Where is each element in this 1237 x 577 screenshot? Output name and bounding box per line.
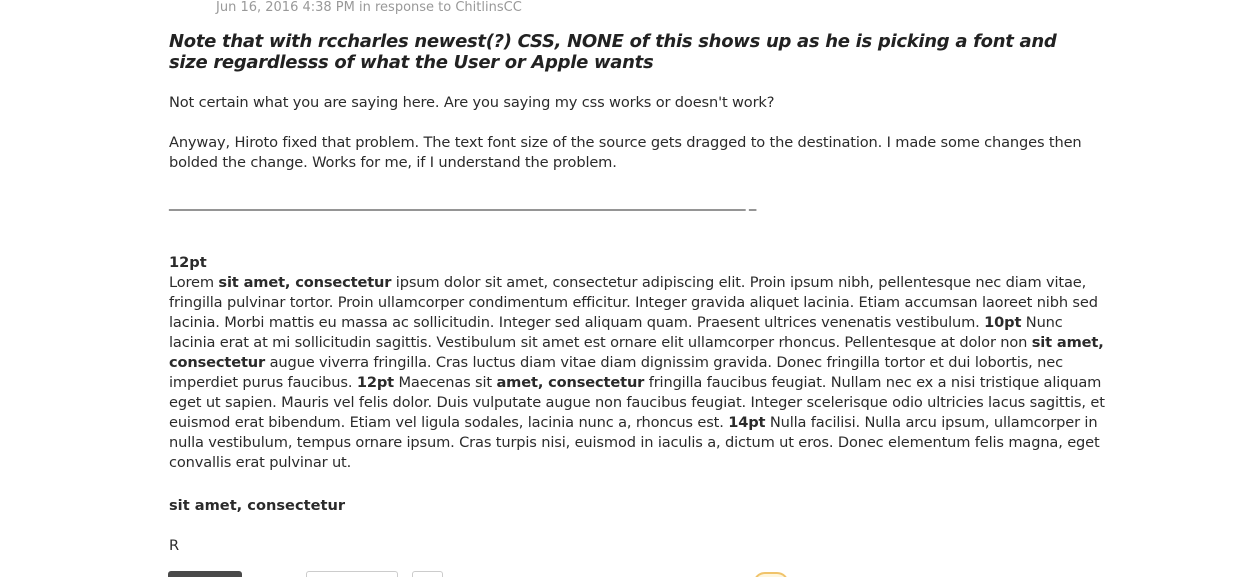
reply-paragraph-2: Anyway, Hiroto fixed that problem. The text font size of the source gets dragged to the destination. I made some changes then bolded the change. Works for me, if I understand the problem. — [169, 134, 1082, 171]
lorem-segment: Lorem — [169, 274, 219, 291]
post-timestamp: Jun 16, 2016 4:38 PM — [216, 0, 355, 15]
lorem-segment: ipsum dolor sit amet, consectetur adipiscing elit. Proin ipsum nibh, pellentesque nec diam vitae, fringilla pulvinar tortor. Proin ullamcorper condimentum efficitur. Integer gravida aliquet lacinia. Etiam accumsan laoreet nibh sed lacinia. Morbi mattis eu massa ac sollicitudin. Integer sed aliquam quam. Praesent ultrices venenatis vestibulum. — [169, 274, 1098, 331]
text-divider: ______________________________________________________________________________________ _ — [169, 194, 756, 211]
lorem-bold-segment: amet, consectetur — [496, 374, 645, 391]
reply-button[interactable] — [168, 571, 242, 577]
quoted-text: Note that with rccharles newest(?) CSS, NONE of this shows up as he is picking a font and size regardlesss of what the User or Apple wants — [169, 31, 1057, 73]
r-line: R — [169, 537, 180, 554]
in-response-user-link[interactable]: ChitlinsCC — [455, 0, 522, 15]
lorem-segment: fringilla faucibus feugiat. Nullam nec ex a nisi tristique aliquam eget ut sapien. Mauris vel felis dolor. Duis vulputate augue non faucibus feugiat. Integer scelerisque odio ultricies lacus sagittis, et euismod erat bibendum. Etiam vel ligula sodales, lacinia nunc a, rhoncus est. — [169, 374, 1105, 431]
bold-sample-line: sit amet, consectetur — [169, 497, 346, 514]
in-response-prefix: in response to — [359, 0, 452, 15]
lorem-bold-segment: 10pt — [984, 314, 1022, 331]
lorem-bold-segment: 14pt — [728, 414, 766, 431]
helpful-input[interactable] — [306, 571, 398, 577]
lorem-segment: Nulla facilisi. Nulla arcu ipsum, ullamcorper in nulla vestibulum, tempus ornare ipsum. Cras turpis nisi, euismod in iaculis a, dictum ut eros. Donec elementum felis magna, eget convallis erat pulvinar ut. — [169, 414, 1100, 471]
lorem-segment: Nunc lacinia erat at mi sollicitudin sagittis. Vestibulum sit amet est ornare elit ullamcorper rhoncus. Pellentesque at dolor non — [169, 314, 1063, 351]
lorem-segment: Maecenas sit — [393, 374, 497, 391]
lorem-bold-segment: sit amet, consectetur — [218, 274, 392, 291]
lorem-segment: augue viverra fringilla. Cras luctus diam vitae diam dignissim gravida. Donec fringilla tortor et dui lobortis, nec imperdiet purus faucibus. — [169, 354, 1063, 391]
count-box[interactable] — [412, 571, 443, 577]
lorem-bold-segment: sit amet, consectetur — [169, 334, 1104, 371]
reply-paragraph-1: Not certain what you are saying here. Are you saying my css works or doesn't work? — [169, 94, 775, 111]
sample-heading: 12pt — [169, 254, 207, 271]
level-badge-icon — [753, 572, 789, 577]
post-meta — [216, 0, 522, 15]
lorem-bold-segment: 12pt — [356, 374, 394, 391]
lorem-paragraph — [169, 273, 1109, 473]
